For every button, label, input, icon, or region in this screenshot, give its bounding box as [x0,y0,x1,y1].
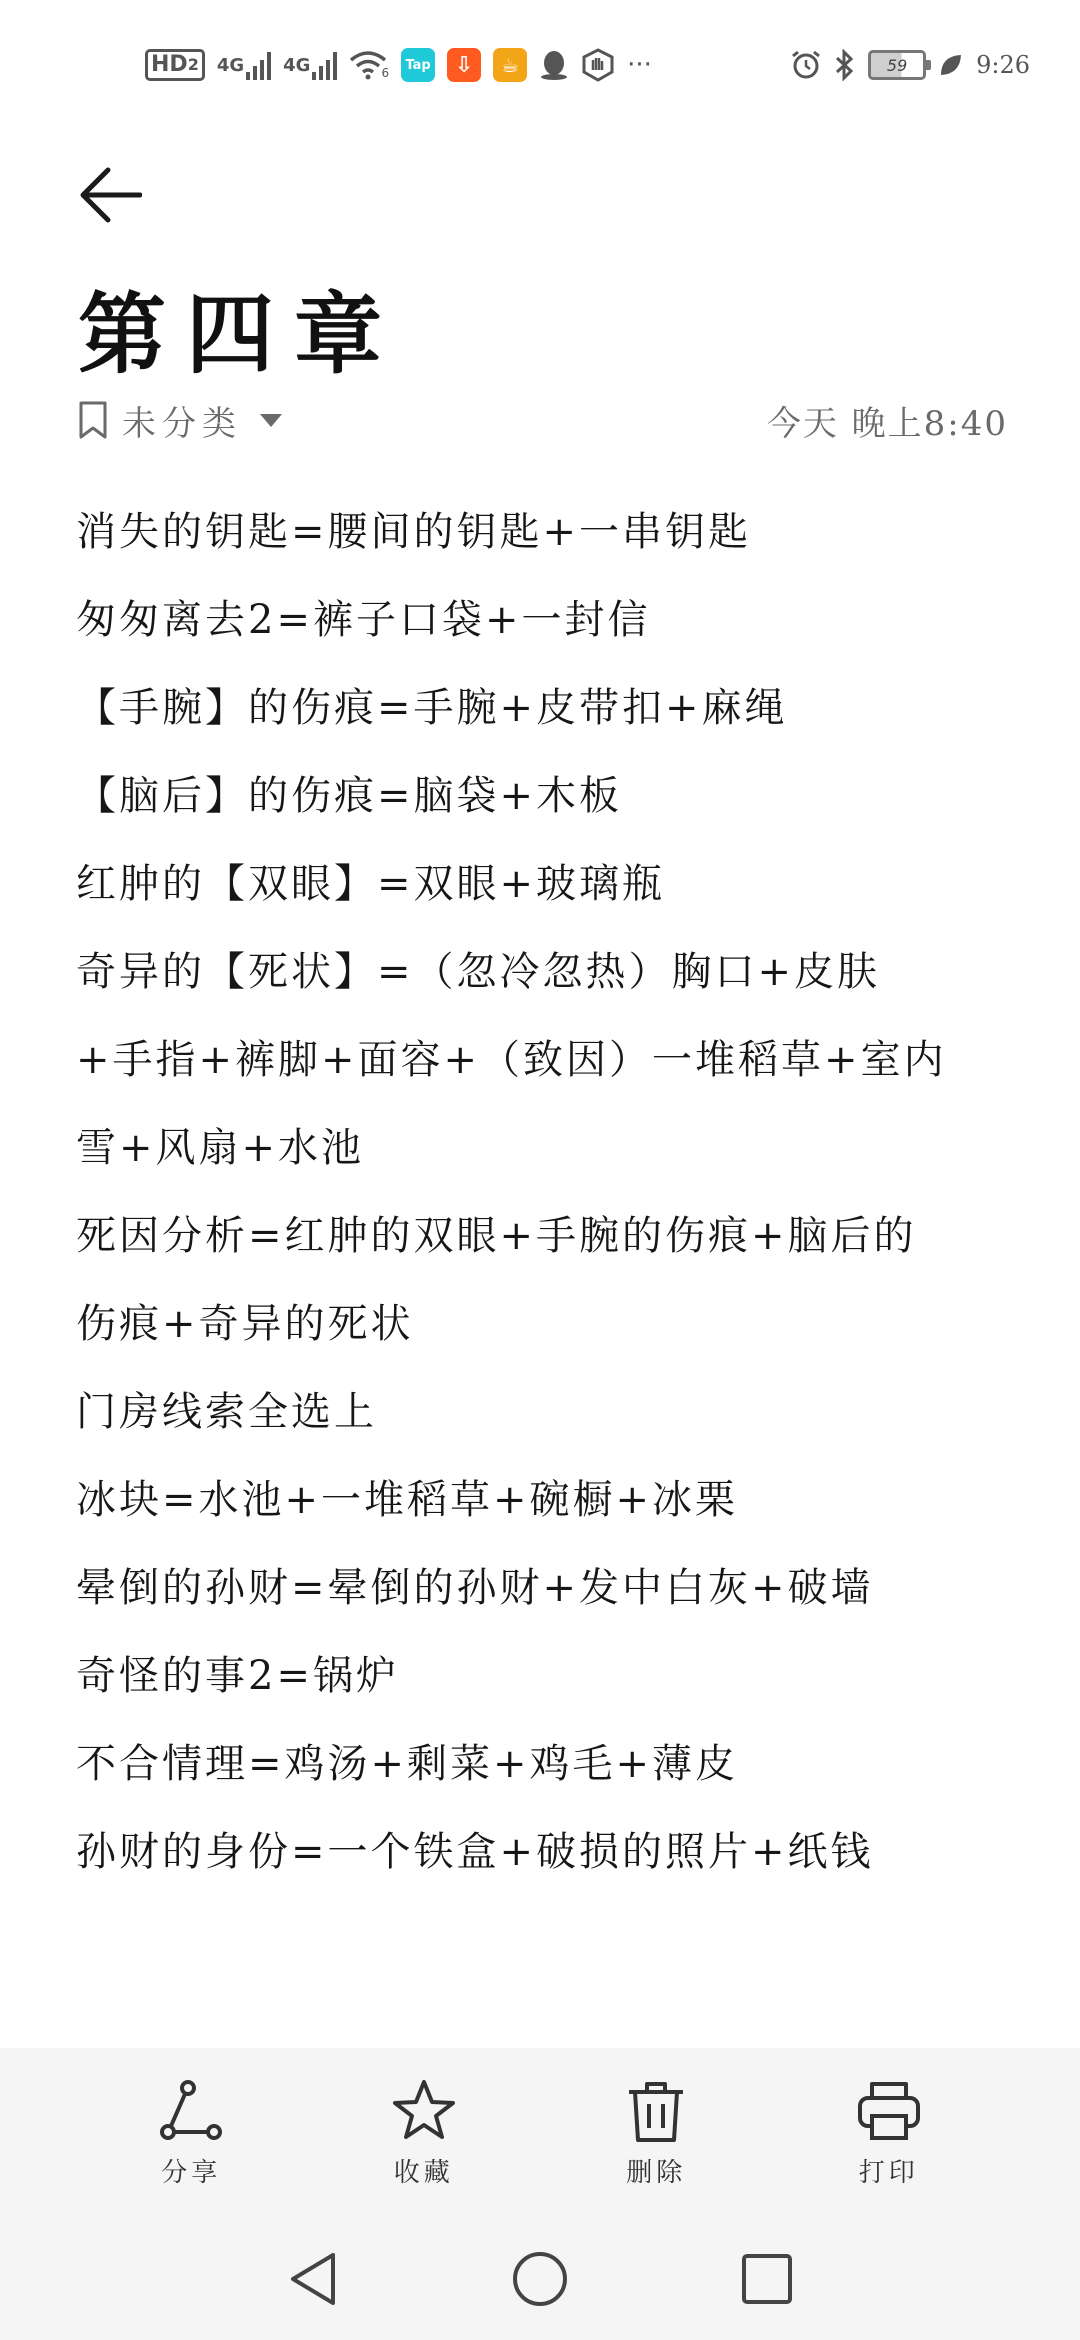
nav-recents-button[interactable] [732,2244,802,2314]
nav-home-button[interactable] [505,2244,575,2314]
nav-back-button[interactable] [278,2244,348,2314]
note-title[interactable]: 第四章 [78,282,403,386]
favorite-button[interactable] [349,2078,499,2189]
note-line: 【脑后】的伤痕=脑袋+木板 [76,773,623,819]
hand-shield-icon [581,48,615,82]
download-app-icon: ⇩ [447,48,481,82]
note-meta [78,395,1008,445]
note-line: 奇异的【死状】=（忽冷忽热）胸口+皮肤 [76,949,881,995]
note-line: 奇怪的事2=锅炉 [76,1653,399,1699]
triangle-back-icon [285,2249,341,2309]
favorite-label: 收藏 [393,2157,454,2188]
note-line: 伤痕+奇异的死状 [76,1301,414,1347]
status-right [790,49,1030,81]
note-line: +手指+裤脚+面容+（致因）一堆稻草+室内 [76,1037,947,1083]
note-line: 冰块=水池+一堆稻草+碗橱+冰栗 [76,1477,739,1523]
note-line: 门房线索全选上 [76,1389,377,1435]
category-selector[interactable] [78,396,282,445]
note-line: 雪+风扇+水池 [76,1125,365,1171]
hd-icon: HD 2 [145,49,205,81]
alarm-icon [790,49,822,81]
note-line: 消失的钥匙=腰间的钥匙+一串钥匙 [76,509,752,555]
note-line: 死因分析=红肿的双眼+手腕的伤痕+脑后的 [76,1213,917,1259]
coffee-app-icon: ☕ [493,48,527,82]
note-line: 红肿的【双眼】=双眼+玻璃瓶 [76,861,666,907]
note-line: 匆匆离去2=裤子口袋+一封信 [76,597,651,643]
note-date: 今天 晚上8:40 [766,403,1008,444]
system-nav-bar [0,2218,1080,2340]
print-button[interactable] [814,2078,964,2189]
more-notifications-icon: ··· [627,50,652,80]
bookmark-icon [78,400,108,440]
circle-home-icon [510,2249,570,2309]
arrow-left-icon [78,166,142,224]
signal-2-icon: 4G [283,50,337,80]
caret-down-icon [260,414,282,427]
note-line: 孙财的身份=一个铁盒+破损的照片+纸钱 [76,1829,874,1875]
wifi-icon: 6 [349,50,389,80]
trash-icon [623,2078,689,2144]
share-button[interactable] [116,2078,266,2189]
category-label: 未分类 [122,403,242,444]
note-line: 不合情理=鸡汤+剩菜+鸡毛+薄皮 [76,1741,739,1787]
bluetooth-icon [834,49,856,81]
square-recents-icon [739,2251,795,2307]
battery-icon: 59 [868,50,926,80]
note-body[interactable] [76,488,1016,1896]
print-label: 打印 [858,2157,919,2188]
leaf-icon [938,52,964,78]
note-line: 【手腕】的伤痕=手腕+皮带扣+麻绳 [76,685,788,731]
bottom-toolbar [0,2048,1080,2218]
status-left [145,48,652,82]
status-bar [0,0,1080,130]
delete-button[interactable] [581,2078,731,2189]
delete-label: 删除 [626,2157,687,2188]
taptap-app-icon: Tap [401,48,435,82]
printer-icon [856,2078,922,2144]
star-icon [391,2078,457,2144]
note-line: 晕倒的孙财=晕倒的孙财+发中白灰+破墙 [76,1565,874,1611]
back-button[interactable] [70,155,150,235]
share-icon [158,2078,224,2144]
status-time: 9:26 [976,51,1030,79]
qq-icon [539,49,569,81]
signal-1-icon: 4G [217,50,271,80]
share-label: 分享 [161,2157,222,2188]
